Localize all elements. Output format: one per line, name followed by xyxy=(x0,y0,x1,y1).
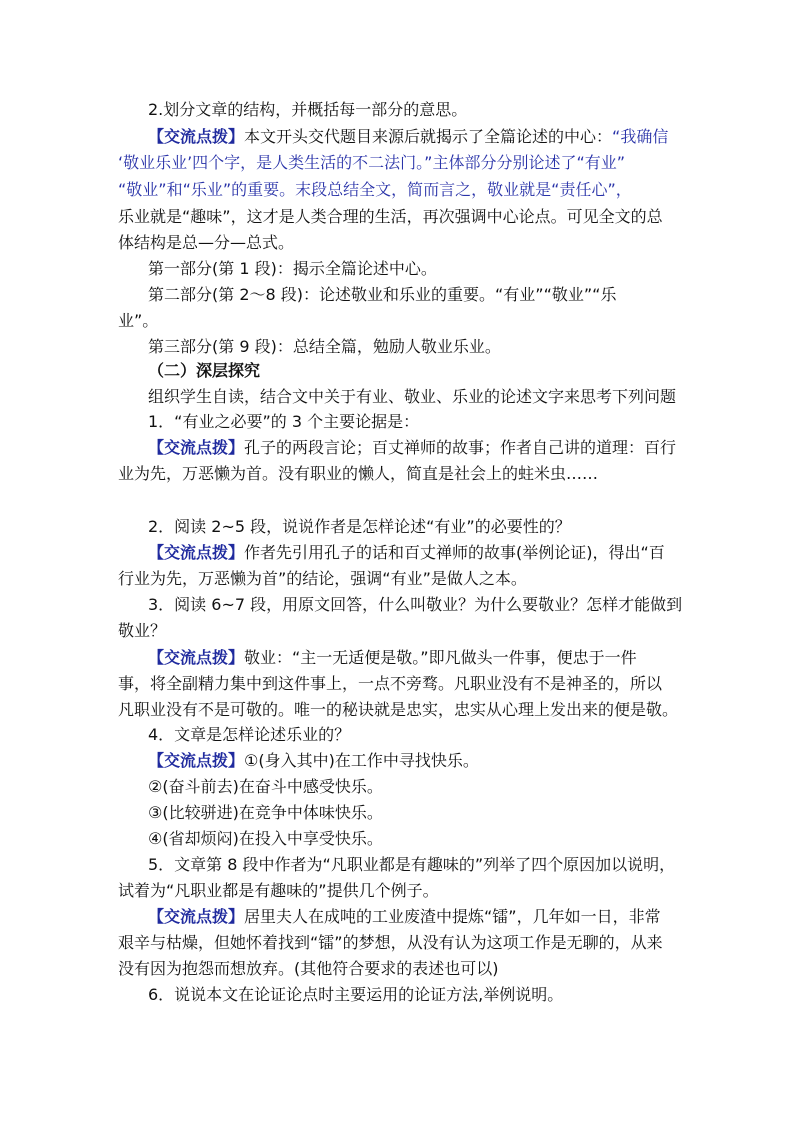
exchange-tag: 【交流点拨】 xyxy=(148,907,245,926)
question-5-line-2: 试着为“凡职业都是有趣味的”提供几个例子。 xyxy=(118,881,439,900)
answer-5-text: 居里夫人在成吨的工业废渣中提炼“镭”，几年如一日，非常 xyxy=(244,907,661,926)
answer-4-item-3: ③(比较骈进)在竞争中体味快乐。 xyxy=(148,803,383,822)
question-2: 2．阅读 2~5 段，说说作者是怎样论述“有业”的必要性的？ xyxy=(148,517,571,536)
answer-3-line-2: 事，将全副精力集中到这件事上，一点不旁骛。凡职业没有不是神圣的，所以 xyxy=(118,674,663,693)
answer-1-text: 孔子的两段言论；百丈禅师的故事；作者自己讲的道理：百行 xyxy=(244,438,677,457)
answer-1-line-1 xyxy=(148,438,676,458)
answer-2-line-3: “敬业”和“乐业”的重要。末段总结全文，简而言之，敬业就是“责任心”， xyxy=(118,180,632,199)
answer-1-line-2: 业为先，万恶懒为首。没有职业的懒人，简直是社会上的蛀米虫…… xyxy=(118,464,599,483)
answer-q2-line-2: 行业为先，万恶懒为首”的结论，强调“有业”是做人之本。 xyxy=(118,569,527,588)
answer-4-item-1 xyxy=(148,751,479,771)
exchange-tag: 【交流点拨】 xyxy=(148,648,245,667)
answer-3-line-3: 凡职业没有不是可敬的。唯一的秘诀就是忠实，忠实从心理上发出来的便是敬。 xyxy=(118,700,679,719)
answer-q2-text: 作者先引用孔子的话和百丈禅师的故事(举例论证)，得出“百 xyxy=(244,543,665,562)
question-4: 4．文章是怎样论述乐业的？ xyxy=(148,725,351,744)
answer-4-item-1-text: ①(身入其中)在工作中寻找快乐。 xyxy=(244,751,479,770)
answer-q2-line-1 xyxy=(148,543,665,563)
question-3-line-2: 敬业？ xyxy=(118,621,167,640)
section-heading-deep: （二）深层探究 xyxy=(148,361,261,380)
answer-2-line-1 xyxy=(148,127,668,147)
answer-2-quote: “我确信 xyxy=(612,127,669,146)
question-2-title: 2.划分文章的结构，并概括每一部分的意思。 xyxy=(148,100,468,119)
question-6: 6．说说本文在论证论点时主要运用的论证方法,举例说明。 xyxy=(148,985,564,1004)
answer-5-line-3: 没有因为抱怨而想放弃。(其他符合要求的表述也可以) xyxy=(118,959,499,978)
answer-2-line-4: 乐业就是“趣味”，这才是人类合理的生活，再次强调中心论点。可见全文的总 xyxy=(118,207,663,226)
answer-5-line-1 xyxy=(148,907,661,927)
exchange-tag: 【交流点拨】 xyxy=(148,127,245,146)
question-1: 1．“有业之必要”的 3 个主要论据是： xyxy=(148,412,420,431)
question-5-line-1: 5．文章第 8 段中作者为“凡职业都是有趣味的”列举了四个原因加以说明， xyxy=(148,855,676,874)
answer-2-text: 本文开头交代题目来源后就揭示了全篇论述的中心： xyxy=(244,127,613,146)
exchange-tag: 【交流点拨】 xyxy=(148,543,245,562)
answer-4-item-4: ④(省却烦闷)在投入中享受快乐。 xyxy=(148,829,383,848)
answer-2-line-2: ‘敬业乐业’四个字，是人类生活的不二法门。”主体部分分别论述了“有业” xyxy=(118,153,626,172)
deep-intro: 组织学生自读，结合文中关于有业、敬业、乐业的论述文字来思考下列问题 xyxy=(148,387,677,406)
part-1: 第一部分(第 1 段)：揭示全篇论述中心。 xyxy=(148,259,437,278)
part-2-line-2: 业”。 xyxy=(118,311,159,330)
part-3: 第三部分(第 9 段)：总结全篇，勉励人敬业乐业。 xyxy=(148,337,501,356)
answer-4-item-2: ②(奋斗前去)在奋斗中感受快乐。 xyxy=(148,777,383,796)
answer-3-text: 敬业：“主一无适便是敬。”即凡做头一件事，便忠于一件 xyxy=(244,648,637,667)
answer-3-line-1 xyxy=(148,648,637,668)
question-3-line-1: 3．阅读 6~7 段，用原文回答，什么叫敬业？为什么要敬业？怎样才能做到 xyxy=(148,595,683,614)
part-2-line-1: 第二部分(第 2～8 段)：论述敬业和乐业的重要。“有业”“敬业”“乐 xyxy=(148,285,617,304)
exchange-tag: 【交流点拨】 xyxy=(148,751,245,770)
answer-5-line-2: 艰辛与枯燥，但她怀着找到“镭”的梦想，从没有认为这项工作是无聊的，从来 xyxy=(118,933,663,952)
exchange-tag: 【交流点拨】 xyxy=(148,438,245,457)
answer-2-line-5: 体结构是总—分—总式。 xyxy=(118,233,295,252)
